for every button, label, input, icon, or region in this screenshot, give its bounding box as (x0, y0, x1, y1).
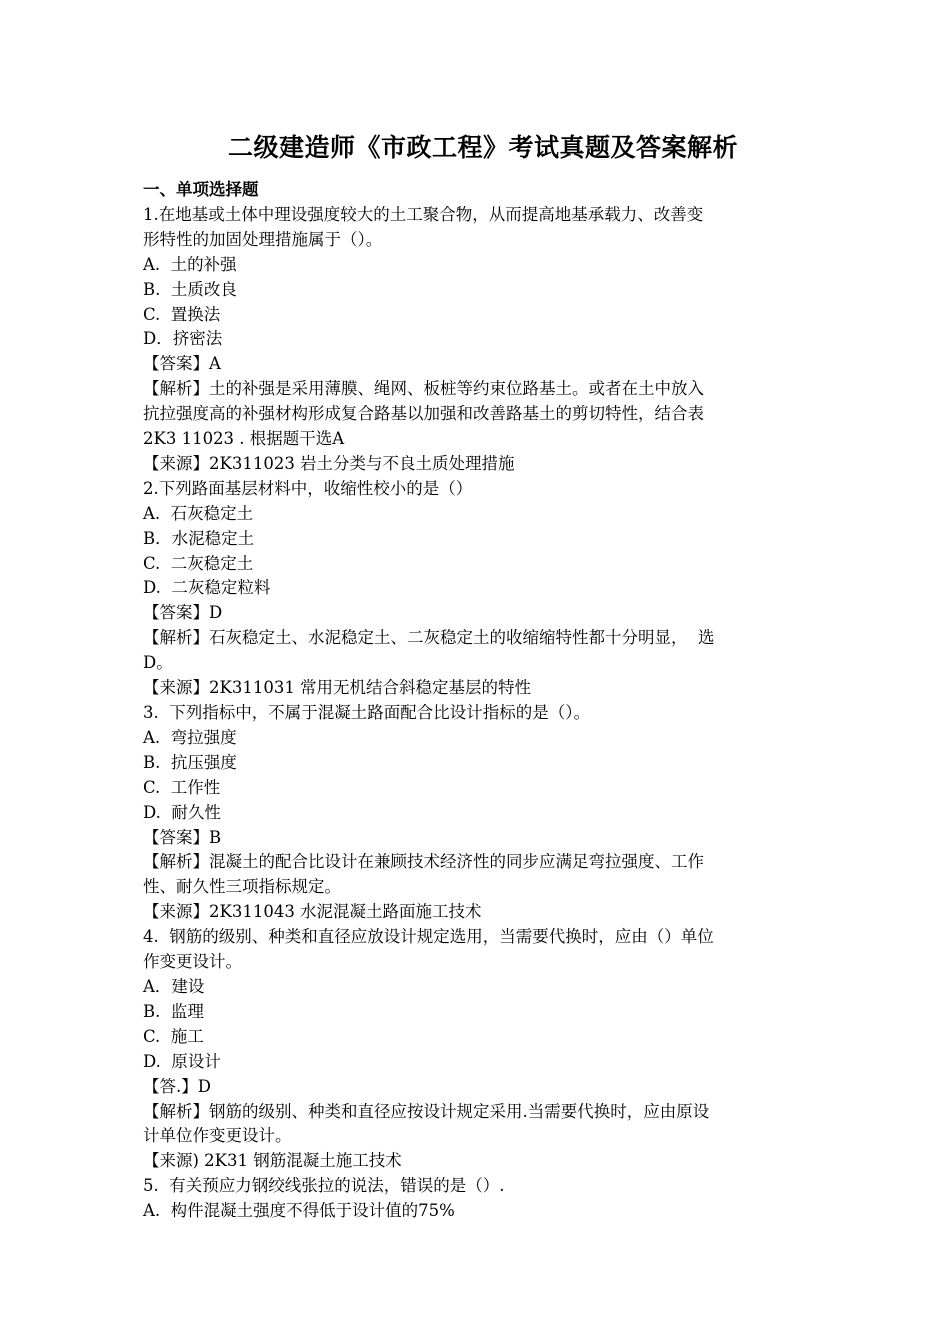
question-stem-line: 作变更设计。 (143, 952, 242, 972)
question-block (143, 477, 823, 701)
option-a: A. 构件混凝土强度不得低于设计值的75% (143, 1201, 455, 1221)
analysis-line: 【解析】土的补强是采用薄膜、绳网、板桩等约束位路基土。或者在土中放入 (143, 379, 704, 399)
option-d: D．挤密法 (143, 329, 223, 349)
source-line: 【来源】2K311043 水泥混凝土路面施工技术 (143, 902, 482, 922)
analysis-line: 【解析】钢筋的级别、种类和直径应按设计规定采用.当需要代换时，应由原设 (143, 1101, 710, 1121)
question-block (143, 203, 823, 477)
option-b: B. 抗压强度 (143, 752, 237, 772)
answer-line: 【答案】B (143, 827, 222, 847)
analysis-line: D。 (143, 653, 173, 673)
document-title: 二级建造师《市政工程》考试真题及答案解析 (227, 133, 738, 162)
option-a: A. 弯拉强度 (143, 727, 237, 747)
option-d: D. 原设计 (143, 1051, 221, 1071)
document-page (143, 128, 823, 1224)
analysis-line: 性、耐久性三项指标规定。 (143, 877, 341, 897)
option-b: B. 监理 (143, 1001, 204, 1021)
question-block (143, 1174, 823, 1224)
answer-line: 【答案】D (143, 603, 223, 623)
analysis-line: 2K3 11023 . 根据题干选A (143, 429, 345, 449)
option-b: B．水泥稳定土 (143, 528, 255, 548)
option-c: C. 二灰稳定土 (143, 553, 254, 573)
analysis-line: 计单位作变更设计。 (143, 1126, 292, 1146)
section-heading: 一、单项选择题 (143, 180, 259, 199)
question-stem-line: 1.在地基或土体中理设强度较大的土工聚合物，从而提高地基承载力、改善变 (143, 204, 704, 224)
option-c: C. 工作性 (143, 777, 221, 797)
question-stem-line: 3. 下列指标中，不属于混凝土路面配合比设计指标的是（）。 (143, 703, 590, 723)
option-d: D. 耐久性 (143, 802, 221, 822)
question-block (143, 701, 823, 925)
analysis-line: 【解析】混凝土的配合比设计在兼顾技术经济性的同步应满足弯拉强度、工作 (143, 852, 704, 872)
option-c: C. 置换法 (143, 304, 221, 324)
answer-line: 【答案】A (143, 354, 221, 374)
question-stem-line: 形特性的加固处理措施属于（）。 (143, 229, 383, 249)
answer-line: 【答.】D (143, 1076, 211, 1096)
analysis-line: 【解析】石灰稳定土、水泥稳定土、二灰稳定土的收缩缩特性都十分明显， 选 (143, 628, 715, 648)
question-stem-line: 4. 钢筋的级别、种类和直径应放设计规定选用，当需要代换时，应由（）单位 (143, 927, 714, 947)
question-block (143, 925, 823, 1174)
source-line: 【来源】2K311023 岩土分类与不良土质处理措施 (143, 453, 515, 473)
option-c: C. 施工 (143, 1026, 204, 1046)
analysis-line: 抗拉强度高的补强材构形成复合路基以加强和改善路基土的剪切特性，结合表 (143, 404, 704, 424)
source-line: 【来源) 2K31 钢筋混凝土施工技术 (143, 1151, 402, 1171)
question-stem-line: 2.下列路面基层材料中，收缩性校小的是（） (143, 478, 473, 498)
option-a: A. 石灰稳定土 (143, 503, 254, 523)
option-a: A. 土的补强 (143, 254, 237, 274)
source-line: 【来源】2K311031 常用无机结合斜稳定基层的特性 (143, 678, 532, 698)
question-stem-line: 5. 有关预应力钢绞线张拉的说法，错误的是（）. (143, 1176, 505, 1196)
option-d: D. 二灰稳定粒料 (143, 578, 271, 598)
option-a: A．建设 (143, 976, 205, 996)
option-b: B. 土质改良 (143, 279, 237, 299)
